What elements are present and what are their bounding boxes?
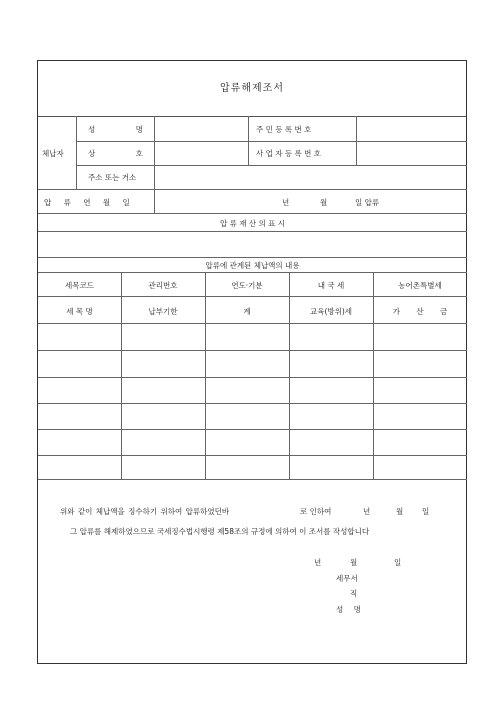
tax-office-label: 세무서 [336,574,358,583]
form-title: 압류해제조서 [38,61,466,117]
resident-no-label: 주 민 등 록 번 호 [256,125,312,134]
col-year-period: 연도·기분 [231,281,263,290]
divider [38,296,467,297]
statement-month: 월 [396,507,404,516]
signer-name-label: 성 명 [336,605,361,614]
statement-line1: 위와 같이 체납액을 징수하기 위하여 압류하였던바 [60,507,230,516]
address-field[interactable] [155,166,467,188]
divider [38,479,467,480]
address-label: 주소 또는 거소 [88,173,137,182]
col-penalty: 가 산 금 [392,307,448,316]
table-row[interactable] [38,323,467,350]
table-row[interactable] [38,350,467,377]
seizure-month-label: 월 [320,198,328,207]
seizure-release-form [37,60,467,664]
statement-line1-reason: 로 인하여 [300,507,332,516]
divider [154,189,155,213]
seizure-day-label: 일 압류 [355,198,380,207]
col-tax-code: 세목코드 [65,281,94,290]
business-name-label: 상 호 [88,149,143,158]
seizure-year-label: 년 [282,198,290,207]
table-row[interactable] [38,377,467,403]
col-management-no: 관리번호 [148,281,178,290]
property-section-title: 압 류 재 산 의 표 시 [219,219,286,228]
position-label: 직 [350,589,358,598]
property-description-field[interactable] [39,232,467,256]
col-total: 계 [243,307,251,316]
name-field[interactable] [155,117,247,140]
table-row[interactable] [38,455,467,479]
divider [38,213,467,214]
col-domestic-tax: 내 국 세 [317,281,345,290]
col-education-tax: 교육(방위)세 [309,307,353,316]
col-tax-item-name: 세 목 명 [66,307,93,316]
divider [248,116,249,165]
divider [76,116,77,189]
taxpayer-group-label: 체납자 [42,149,64,158]
resident-no-field[interactable] [357,117,467,140]
table-row[interactable] [38,403,467,429]
name-label: 성 명 [88,125,143,134]
table-row[interactable] [38,429,467,455]
signature-day: 일 [394,558,402,567]
arrears-section-title: 압류에 관계된 체납액의 내용 [205,261,300,270]
business-reg-no-label: 사 업 자 등 록 번 호 [256,149,322,158]
seizure-date-label: 압 류 연 월 일 [44,198,130,207]
col-rural-special-tax: 농어촌특별세 [398,281,442,290]
business-reg-no-field[interactable] [357,142,467,164]
signature-year: 년 [314,558,322,567]
signature-month: 월 [350,558,358,567]
divider [38,189,467,190]
statement-day: 일 [422,507,430,516]
statement-year: 년 [363,507,371,516]
col-due-date: 납부기한 [148,307,178,316]
divider [38,257,467,258]
divider [38,272,467,273]
business-name-field[interactable] [155,142,247,164]
statement-line2: 그 압류를 해제하였으므로 국세징수법시행령 제58조의 규정에 의하여 이 조서를 작성합니다 [70,527,370,536]
